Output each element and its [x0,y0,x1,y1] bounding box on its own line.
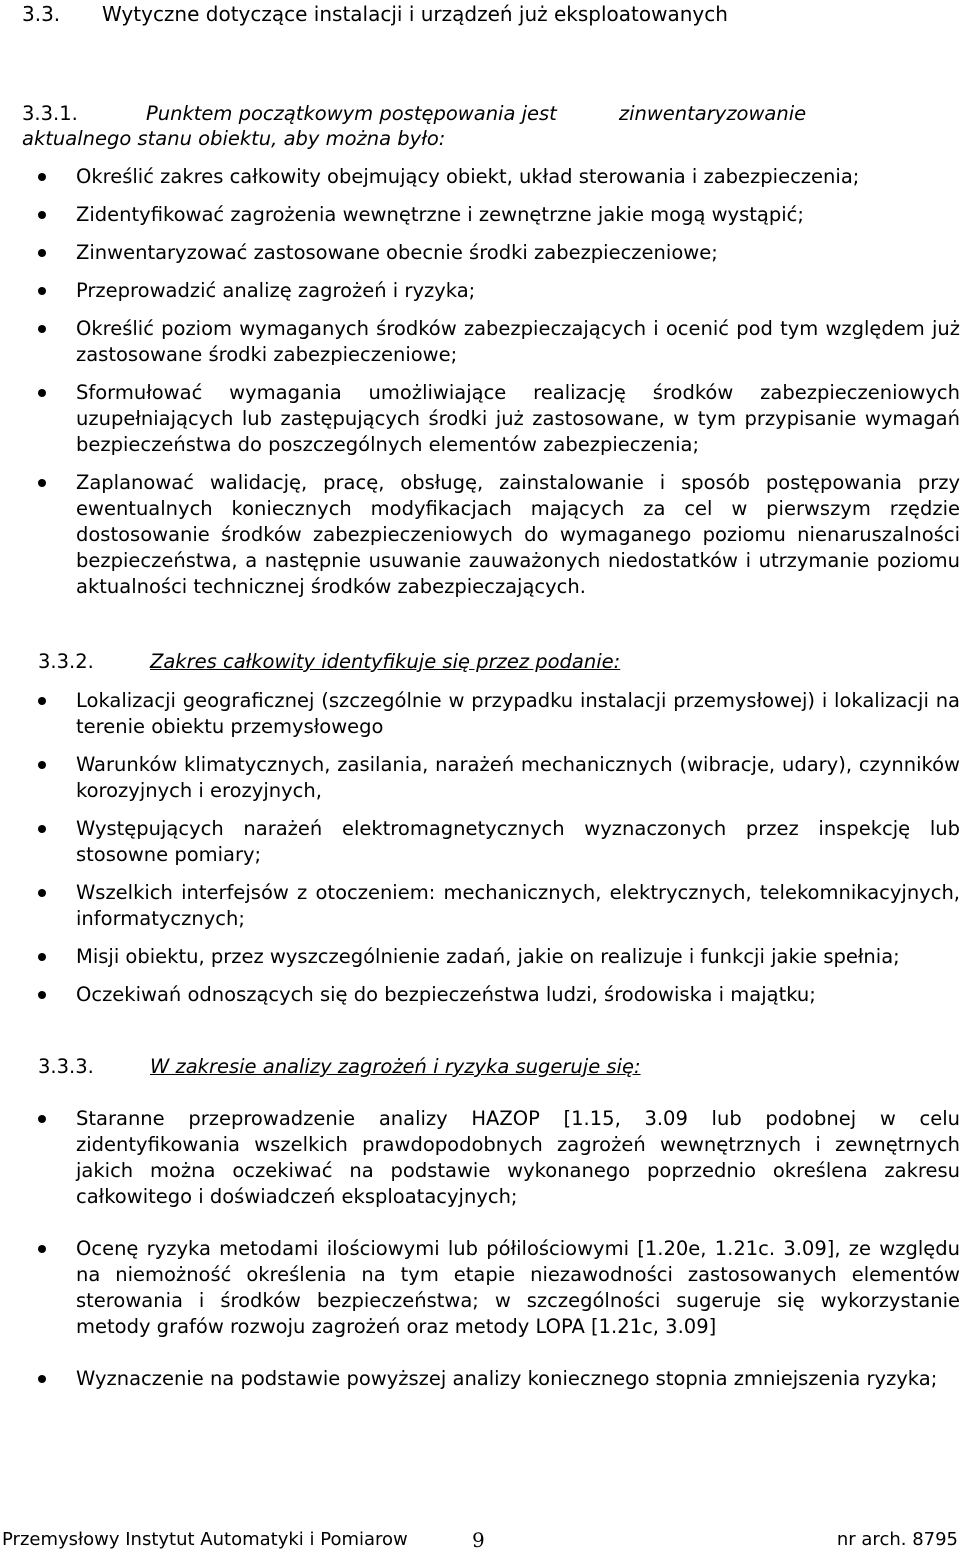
bullet-icon [38,761,46,769]
subsection-number: 3.3.2. [38,650,94,673]
subsection-title: Zakres całkowity identyfikuje się przez podanie: [150,650,621,673]
list-item: Misji obiektu, przez wyszczególnienie zadań, jakie on realizuje i funkcji jakie spełnia; [36,944,960,970]
list-item: Warunków klimatycznych, zasilania, narażeń mechanicznych (wibracje, udary), czynników korozyjnych i erozyjnych, [36,752,960,804]
list-item: Oczekiwań odnoszących się do bezpieczeństwa ludzi, środowiska i majątku; [36,982,960,1008]
scope-list [36,688,960,1020]
bullet-icon [38,825,46,833]
page-footer [0,1526,960,1554]
bullet-icon [38,1245,46,1253]
section-heading [22,2,728,26]
bullet-icon [38,697,46,705]
intro-paragraph [22,101,888,151]
bullet-icon [38,389,46,397]
bullet-icon [38,211,46,219]
intro-text-b: zinwentaryzowanie aktualnego stanu obiektu, aby można było: [22,102,807,150]
risk-analysis-list [36,1106,960,1418]
inventory-list [36,164,960,612]
list-item: Występujących narażeń elektromagnetycznych wyznaczonych przez inspekcję lub stosowne pomiary; [36,816,960,868]
intro-number: 3.3.1. [22,102,78,125]
list-item: Staranne przeprowadzenie analizy HAZOP [1.15, 3.09 lub podobnej w celu zidentyfikowania wszelkich prawdopodobnych zagrożeń wewnętrznych i zewnętrnych jakich można oczekiwać na podstawie wykonanego poprzednio określena zakresu całkowitego i doświadczeń eksploatacyjnych; [36,1106,960,1210]
subsection-number: 3.3.3. [38,1055,94,1078]
bullet-icon [38,325,46,333]
intro-text-a: Punktem początkowym postępowania jest [146,102,557,125]
section-number: 3.3. [22,2,61,26]
bullet-icon [38,287,46,295]
list-item: Określić zakres całkowity obejmujący obiekt, układ sterowania i zabezpieczenia; [36,164,960,190]
archive-number: nr arch. 8795 [836,1529,958,1550]
list-item: Zinwentaryzować zastosowane obecnie środki zabezpieczeniowe; [36,240,960,266]
bullet-icon [38,479,46,487]
list-item: Wyznaczenie na podstawie powyższej analizy koniecznego stopnia zmniejszenia ryzyka; [36,1366,960,1392]
subsection-heading-3-3-3 [38,1054,641,1079]
list-item: Określić poziom wymaganych środków zabezpieczających i ocenić pod tym względem już zastosowane środki zabezpieczeniowe; [36,316,960,368]
list-item: Wszelkich interfejsów z otoczeniem: mechanicznych, elektrycznych, telekomnikacyjnych, informatycznych; [36,880,960,932]
bullet-icon [38,889,46,897]
list-item: Lokalizacji geograficznej (szczególnie w przypadku instalacji przemysłowej) i lokalizacji na terenie obiektu przemysłowego [36,688,960,740]
bullet-icon [38,991,46,999]
bullet-icon [38,1115,46,1123]
list-item: Sformułować wymagania umożliwiające realizację środków zabezpieczeniowych uzupełniających lub zastępujących środki już zastosowane, w tym przypisanie wymagań bezpieczeństwa do poszczególnych elementów zabezpieczenia; [36,380,960,458]
bullet-icon [38,1375,46,1383]
list-item: Przeprowadzić analizę zagrożeń i ryzyka; [36,278,960,304]
list-item: Zidentyfikować zagrożenia wewnętrzne i zewnętrzne jakie mogą wystąpić; [36,202,960,228]
subsection-heading-3-3-2 [38,649,620,674]
section-title: Wytyczne dotyczące instalacji i urządzeń już eksploatowanych [102,2,728,26]
page-number: 9 [472,1528,485,1552]
bullet-icon [38,173,46,181]
list-item: Ocenę ryzyka metodami ilościowymi lub półilościowymi [1.20e, 1.21c. 3.09], ze względu na niemożność określenia na tym etapie niezawodności zastosowanych elementów sterowania i środków bezpieczeństwa; w szczególności sugeruje się wykorzystanie metody grafów rozwoju zagrożeń oraz metody LOPA [1.21c, 3.09] [36,1236,960,1340]
bullet-icon [38,249,46,257]
subsection-title: W zakresie analizy zagrożeń i ryzyka sugeruje się: [150,1055,641,1078]
bullet-icon [38,953,46,961]
footer-organization: Przemysłowy Instytut Automatyki i Pomiarow [2,1529,408,1550]
list-item: Zaplanować walidację, pracę, obsługę, zainstalowanie i sposób postępowania przy ewentualnych koniecznych modyfikacjach mających za cel w pierwszym rzędzie dostosowanie środków zabezpieczeniowych do wymaganego poziomu nienaruszalności bezpieczeństwa, a następnie usuwanie zauważonych niedostatków i utrzymanie poziomu aktualności technicznej środków zabezpieczających. [36,470,960,600]
